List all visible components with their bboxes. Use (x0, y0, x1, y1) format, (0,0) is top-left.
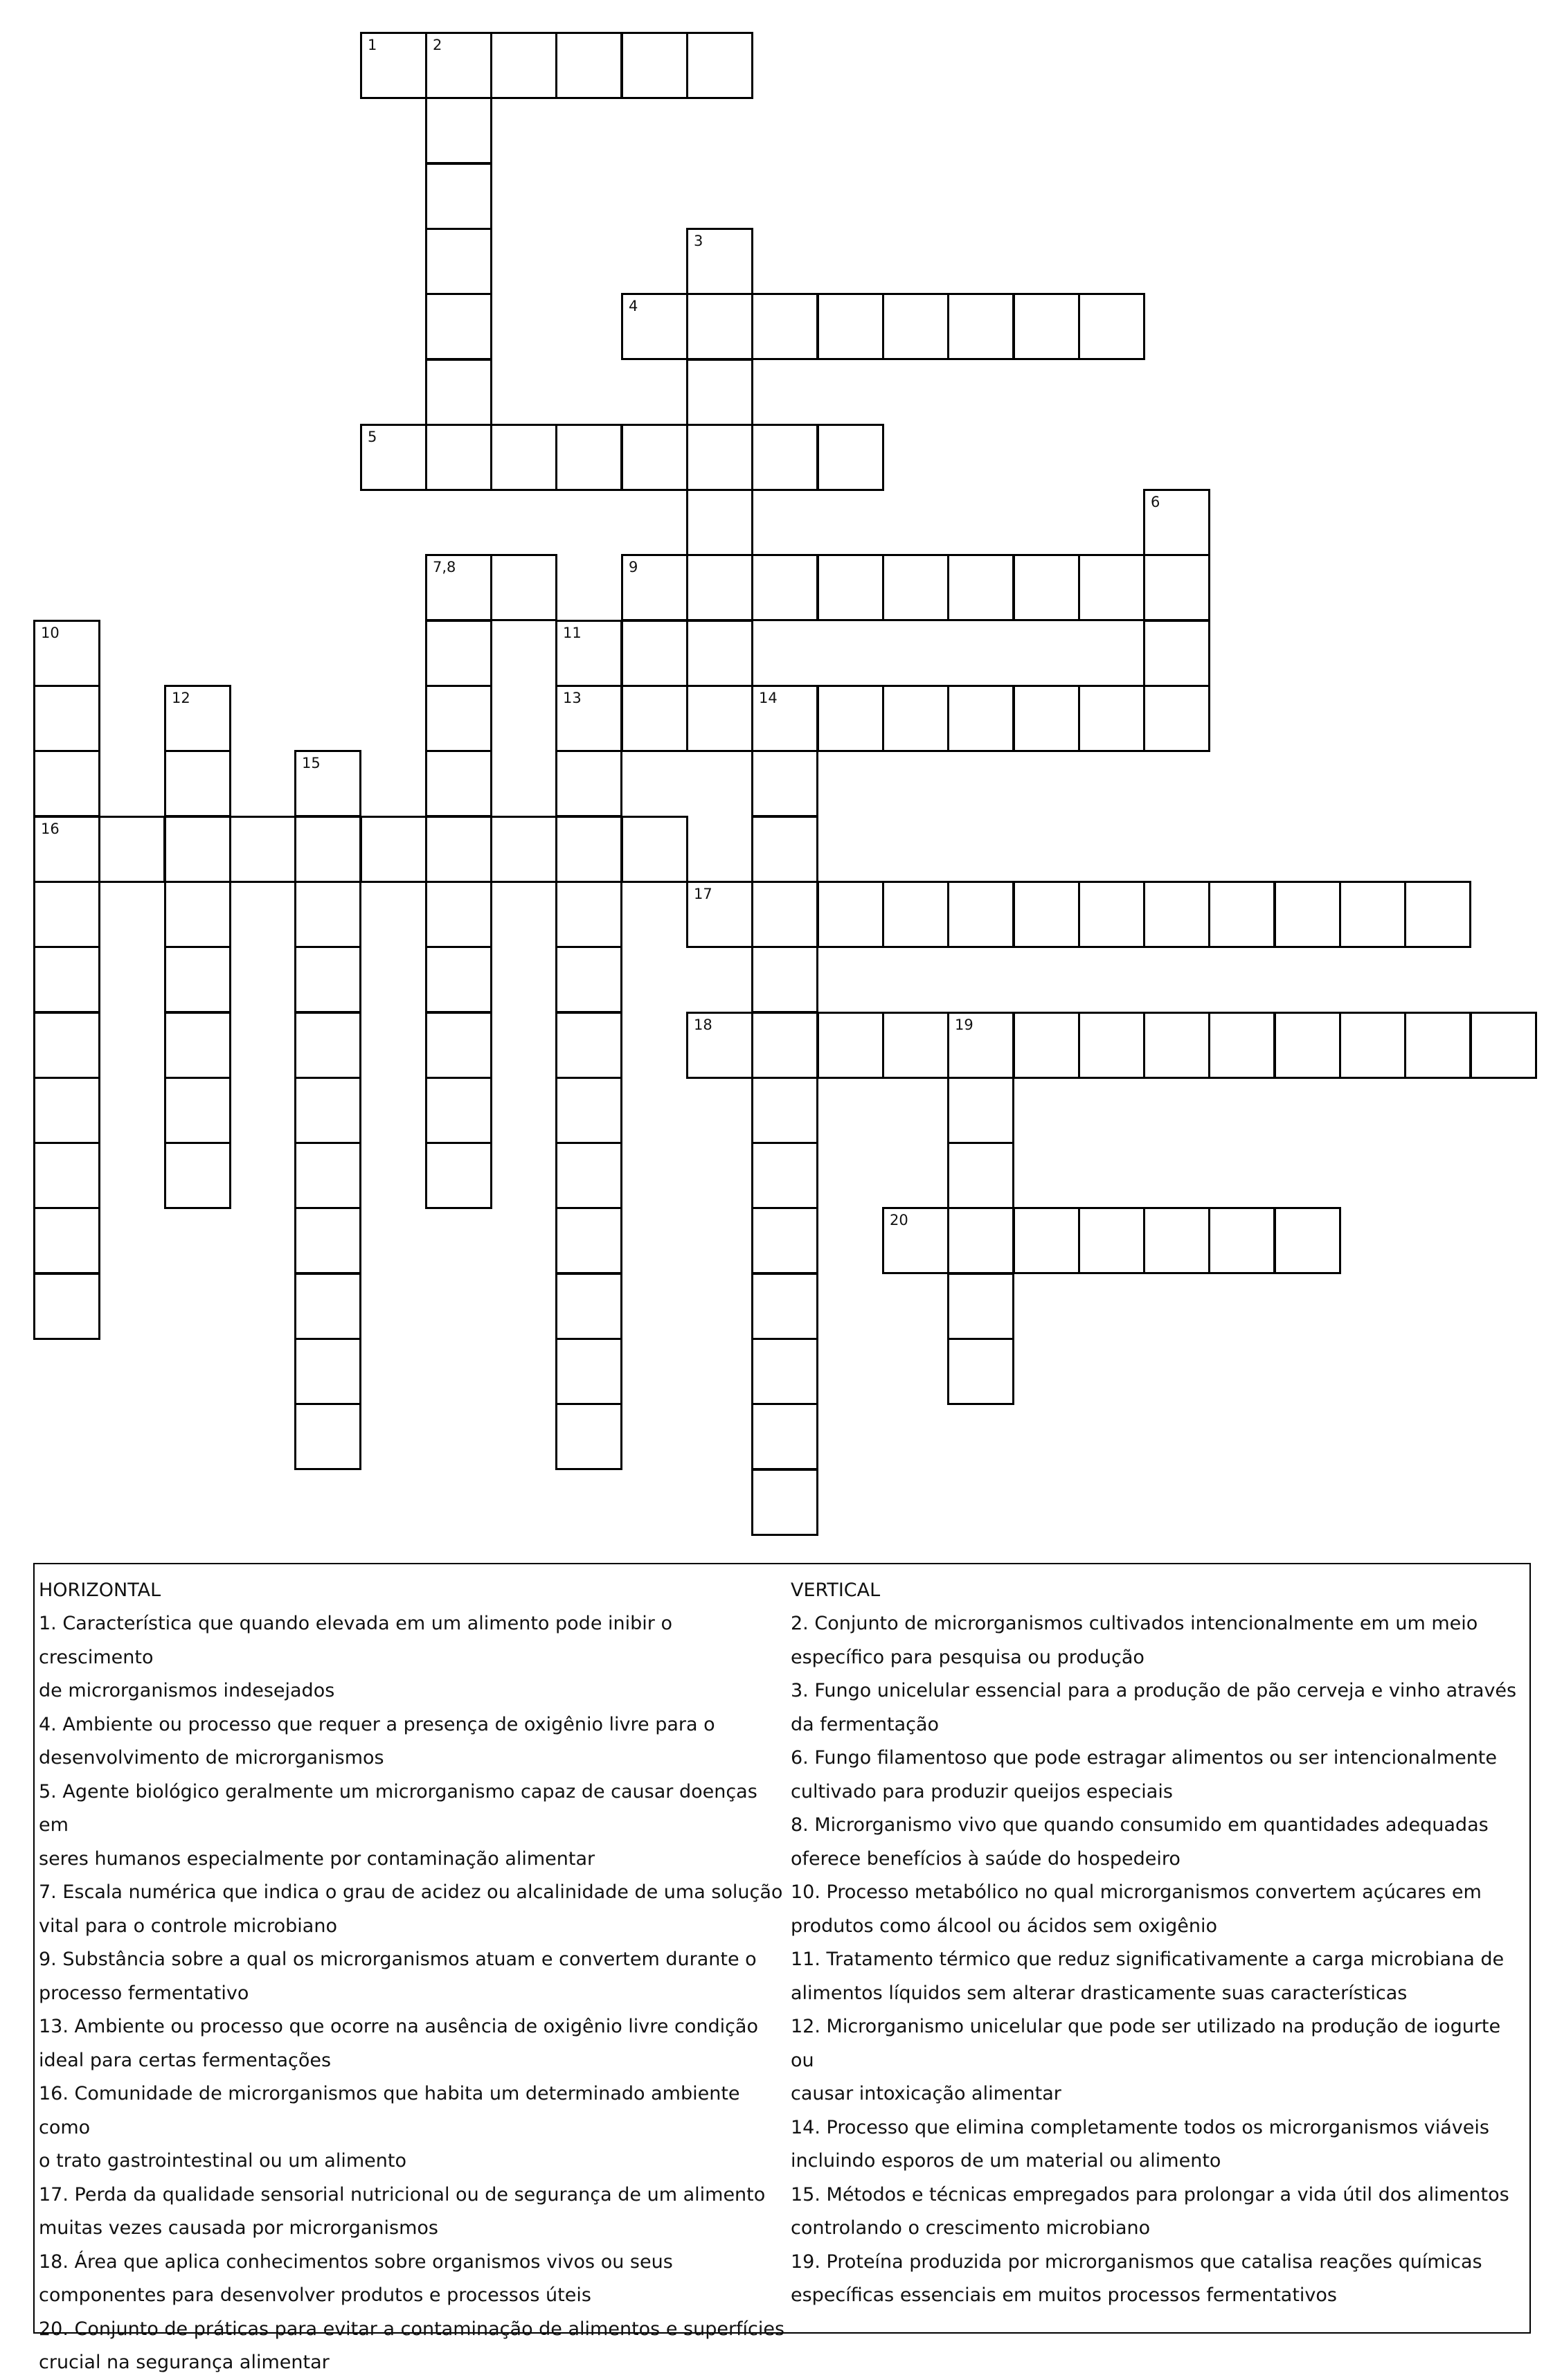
grid-cell[interactable] (751, 1142, 818, 1209)
grid-cell[interactable] (686, 424, 753, 491)
clue-v14-line2: incluindo esporos de um material ou alimento (791, 2150, 1221, 2172)
grid-cell[interactable] (294, 1207, 361, 1274)
clue-v19-line2: específicas essenciais em muitos processos fermentativos (791, 2284, 1337, 2306)
grid-cell[interactable] (1078, 293, 1145, 360)
clue-v3-line1: 3. Fungo unicelular essencial para a produção de pão cerveja e vinho através (791, 1680, 1517, 1701)
clue-number: 4 (629, 298, 638, 314)
clue-number: 12 (172, 690, 190, 706)
grid-cell[interactable] (425, 32, 492, 99)
clue-h4-line1: 4. Ambiente ou processo que requer a presença de oxigênio livre para o (39, 1713, 715, 1735)
grid-cell[interactable] (947, 881, 1014, 948)
grid-cell[interactable] (555, 816, 622, 883)
grid-cell[interactable] (294, 1077, 361, 1144)
grid-cell[interactable] (294, 816, 361, 883)
grid-cell[interactable] (686, 228, 753, 295)
grid-cell[interactable] (621, 424, 688, 491)
grid-cell[interactable] (425, 1077, 492, 1144)
grid-cell[interactable] (621, 554, 688, 621)
grid-cell[interactable] (686, 554, 753, 621)
grid-cell[interactable] (686, 489, 753, 556)
grid-cell[interactable] (817, 685, 884, 752)
clue-h13-line1: 13. Ambiente ou processo que ocorre na ausência de oxigênio livre condição (39, 2016, 758, 2037)
grid-cell[interactable] (751, 946, 818, 1013)
grid-cell[interactable] (164, 881, 231, 948)
clue-number: 3 (694, 233, 703, 249)
grid-cell[interactable] (882, 881, 949, 948)
grid-cell[interactable] (33, 1142, 100, 1209)
grid-cell[interactable] (425, 1012, 492, 1079)
clue-number: 6 (1151, 494, 1160, 510)
grid-cell[interactable] (621, 293, 688, 360)
grid-cell[interactable] (555, 424, 622, 491)
grid-cell[interactable] (751, 293, 818, 360)
grid-cell[interactable] (1078, 881, 1145, 948)
grid-cell[interactable] (555, 620, 622, 687)
grid-cell[interactable] (1274, 1012, 1341, 1079)
clue-number: 17 (694, 886, 712, 902)
grid-cell[interactable] (947, 1273, 1014, 1340)
grid-cell[interactable] (425, 359, 492, 426)
clue-number: 11 (563, 625, 582, 641)
clue-number: 1 (368, 37, 377, 53)
grid-cell[interactable] (947, 1207, 1014, 1274)
clue-number: 14 (759, 690, 778, 706)
grid-cell[interactable] (555, 1142, 622, 1209)
grid-cell[interactable] (555, 1403, 622, 1470)
grid-cell[interactable] (33, 750, 100, 817)
grid-cell[interactable] (490, 424, 557, 491)
grid-cell[interactable] (490, 554, 557, 621)
clue-h17-line2: muitas vezes causada por microrganismos (39, 2217, 438, 2239)
grid-cell[interactable] (1274, 881, 1341, 948)
grid-cell[interactable] (1143, 685, 1210, 752)
grid-cell[interactable] (555, 685, 622, 752)
clue-h20-line2: crucial na segurança alimentar (39, 2352, 330, 2373)
grid-cell[interactable] (621, 32, 688, 99)
grid-cell[interactable] (490, 32, 557, 99)
grid-cell[interactable] (947, 554, 1014, 621)
grid-cell[interactable] (751, 1207, 818, 1274)
clue-h17-line1: 17. Perda da qualidade sensorial nutricional ou de segurança de um alimento (39, 2183, 766, 2205)
grid-cell[interactable] (1078, 554, 1145, 621)
grid-cell[interactable] (425, 1142, 492, 1209)
grid-cell[interactable] (1013, 1012, 1080, 1079)
grid-cell[interactable] (1013, 685, 1080, 752)
grid-cell[interactable] (33, 1012, 100, 1079)
grid-cell[interactable] (1470, 1012, 1537, 1079)
grid-cell[interactable] (1208, 881, 1275, 948)
grid-cell[interactable] (1078, 1012, 1145, 1079)
grid-cell[interactable] (817, 554, 884, 621)
clue-h13-line2: ideal para certas fermentações (39, 2049, 332, 2071)
grid-cell[interactable] (751, 1273, 818, 1340)
clue-v10-line2: produtos como álcool ou ácidos sem oxigênio (791, 1915, 1217, 1937)
clue-h1-line2: de microrganismos indesejados (39, 1680, 335, 1701)
grid-cell[interactable] (360, 816, 427, 883)
grid-cell[interactable] (947, 1338, 1014, 1405)
clue-v6-line1: 6. Fungo filamentoso que pode estragar alimentos ou ser intencionalmente (791, 1747, 1498, 1769)
horizontal-heading: HORIZONTAL (39, 1580, 161, 1601)
clue-v12-line2: causar intoxicação alimentar (791, 2083, 1061, 2104)
grid-cell[interactable] (1208, 1207, 1275, 1274)
grid-cell[interactable] (360, 32, 427, 99)
grid-cell[interactable] (621, 685, 688, 752)
grid-cell[interactable] (490, 816, 557, 883)
grid-cell[interactable] (882, 293, 949, 360)
clue-number: 7,8 (433, 559, 456, 575)
grid-cell[interactable] (1013, 881, 1080, 948)
horizontal-clues (39, 1574, 787, 2380)
grid-cell[interactable] (98, 816, 165, 883)
clue-h9-line1: 9. Substância sobre a qual os microrganismos atuam e convertem durante o (39, 1949, 757, 1970)
grid-cell[interactable] (229, 816, 296, 883)
grid-cell[interactable] (947, 1142, 1014, 1209)
grid-cell[interactable] (555, 1207, 622, 1274)
grid-cell[interactable] (294, 1012, 361, 1079)
grid-cell[interactable] (751, 554, 818, 621)
grid-cell[interactable] (555, 750, 622, 817)
grid-cell[interactable] (360, 424, 427, 491)
grid-cell[interactable] (425, 750, 492, 817)
clue-v8-line1: 8. Microrganismo vivo que quando consumido em quantidades adequadas (791, 1814, 1489, 1836)
grid-cell[interactable] (425, 685, 492, 752)
grid-cell[interactable] (425, 424, 492, 491)
clue-v10-line1: 10. Processo metabólico no qual microrganismos convertem açúcares em (791, 1881, 1482, 1903)
clue-h7-line1: 7. Escala numérica que indica o grau de acidez ou alcalinidade de uma solução (39, 1881, 783, 1903)
grid-cell[interactable] (1143, 1012, 1210, 1079)
grid-cell[interactable] (1208, 1012, 1275, 1079)
clue-h16-line2: o trato gastrointestinal ou um alimento (39, 2150, 406, 2172)
grid-cell[interactable] (33, 881, 100, 948)
grid-cell[interactable] (425, 620, 492, 687)
grid-cell[interactable] (33, 620, 100, 687)
vertical-heading: VERTICAL (791, 1580, 881, 1601)
grid-cell[interactable] (555, 1012, 622, 1079)
grid-cell[interactable] (1274, 1207, 1341, 1274)
grid-cell[interactable] (164, 1012, 231, 1079)
grid-cell[interactable] (751, 1403, 818, 1470)
clue-v12-line1: 12. Microrganismo unicelular que pode ser utilizado na produção de iogurte ou (791, 2016, 1501, 2071)
grid-cell[interactable] (947, 1012, 1014, 1079)
grid-cell[interactable] (164, 946, 231, 1013)
grid-cell[interactable] (947, 685, 1014, 752)
grid-cell[interactable] (751, 1338, 818, 1405)
grid-cell[interactable] (425, 881, 492, 948)
grid-cell[interactable] (751, 685, 818, 752)
grid-cell[interactable] (1143, 620, 1210, 687)
grid-cell[interactable] (1339, 881, 1406, 948)
grid-cell[interactable] (294, 1338, 361, 1405)
grid-cell[interactable] (164, 1142, 231, 1209)
clue-v15-line1: 15. Métodos e técnicas empregados para prolongar a vida útil dos alimentos (791, 2183, 1509, 2205)
grid-cell[interactable] (686, 685, 753, 752)
clue-v15-line2: controlando o crescimento microbiano (791, 2217, 1151, 2239)
grid-cell[interactable] (751, 424, 818, 491)
grid-cell[interactable] (425, 97, 492, 164)
grid-cell[interactable] (555, 946, 622, 1013)
grid-cell[interactable] (751, 1469, 818, 1536)
grid-cell[interactable] (751, 1077, 818, 1144)
clue-v8-line2: oferece benefícios à saúde do hospedeiro (791, 1847, 1181, 1870)
grid-cell[interactable] (1013, 1207, 1080, 1274)
grid-cell[interactable] (425, 228, 492, 295)
grid-cell[interactable] (1143, 489, 1210, 556)
grid-cell[interactable] (555, 1077, 622, 1144)
grid-cell[interactable] (817, 881, 884, 948)
grid-cell[interactable] (294, 1403, 361, 1470)
grid-cell[interactable] (425, 293, 492, 360)
grid-cell[interactable] (1013, 293, 1080, 360)
grid-cell[interactable] (1143, 881, 1210, 948)
grid-cell[interactable] (686, 620, 753, 687)
grid-cell[interactable] (751, 1012, 818, 1079)
grid-cell[interactable] (555, 1273, 622, 1340)
grid-cell[interactable] (751, 750, 818, 817)
clue-box (33, 1563, 1531, 2373)
grid-cell[interactable] (686, 881, 753, 948)
clue-h5-line2: seres humanos especialmente por contaminação alimentar (39, 1847, 595, 1870)
grid-cell[interactable] (164, 750, 231, 817)
clue-h5-line1: 5. Agente biológico geralmente um microrganismo capaz de causar doenças em (39, 1780, 757, 1836)
clue-number: 18 (694, 1017, 712, 1033)
grid-cell[interactable] (33, 816, 100, 883)
clue-v11-line1: 11. Tratamento térmico que reduz significativamente a carga microbiana de (791, 1949, 1505, 1970)
grid-cell[interactable] (882, 1207, 949, 1274)
grid-cell[interactable] (1339, 1012, 1406, 1079)
grid-cell[interactable] (947, 1077, 1014, 1144)
clue-h16-line1: 16. Comunidade de microrganismos que habita um determinado ambiente como (39, 2083, 740, 2138)
grid-cell[interactable] (621, 620, 688, 687)
grid-cell[interactable] (817, 424, 884, 491)
grid-cell[interactable] (686, 32, 753, 99)
grid-cell[interactable] (686, 1012, 753, 1079)
grid-cell[interactable] (555, 1338, 622, 1405)
clue-h9-line2: processo fermentativo (39, 1982, 249, 2004)
grid-cell[interactable] (1404, 881, 1471, 948)
clue-number: 19 (955, 1017, 973, 1033)
clue-number: 9 (629, 559, 638, 575)
clue-h20-line1: 20. Conjunto de práticas para evitar a contaminação de alimentos e superfícies (39, 2318, 785, 2340)
clue-number: 13 (563, 690, 582, 706)
clue-v19-line1: 19. Proteína produzida por microrganismos que catalisa reações químicas (791, 2251, 1482, 2273)
grid-cell[interactable] (686, 293, 753, 360)
grid-cell[interactable] (425, 816, 492, 883)
clue-v2-line2: específico para pesquisa ou produção (791, 1646, 1144, 1668)
grid-cell[interactable] (294, 881, 361, 948)
grid-cell[interactable] (882, 685, 949, 752)
grid-cell[interactable] (751, 881, 818, 948)
grid-cell[interactable] (817, 293, 884, 360)
grid-cell[interactable] (817, 1012, 884, 1079)
clue-h1-line1: 1. Característica que quando elevada em um alimento pode inibir o crescimento (39, 1613, 672, 1668)
grid-cell[interactable] (164, 1077, 231, 1144)
grid-cell[interactable] (164, 685, 231, 752)
clue-h4-line2: desenvolvimento de microrganismos (39, 1747, 384, 1769)
grid-cell[interactable] (294, 1273, 361, 1340)
grid-cell[interactable] (425, 946, 492, 1013)
grid-cell[interactable] (294, 750, 361, 817)
clue-number: 15 (302, 755, 321, 771)
grid-cell[interactable] (1078, 1207, 1145, 1274)
grid-cell[interactable] (882, 1012, 949, 1079)
clue-h7-line2: vital para o controle microbiano (39, 1915, 337, 1937)
grid-cell[interactable] (555, 32, 622, 99)
grid-cell[interactable] (621, 816, 688, 883)
grid-cell[interactable] (882, 554, 949, 621)
grid-cell[interactable] (33, 1207, 100, 1274)
grid-cell[interactable] (947, 293, 1014, 360)
clue-v11-line2: alimentos líquidos sem alterar drasticamente suas características (791, 1982, 1408, 2004)
grid-cell[interactable] (686, 359, 753, 426)
grid-cell[interactable] (294, 946, 361, 1013)
grid-cell[interactable] (33, 685, 100, 752)
clue-number: 5 (368, 429, 377, 445)
grid-cell[interactable] (425, 163, 492, 230)
clue-v2-line1: 2. Conjunto de microrganismos cultivados intencionalmente em um meio (791, 1613, 1478, 1634)
grid-cell[interactable] (33, 1273, 100, 1340)
clue-v6-line2: cultivado para produzir queijos especiais (791, 1780, 1173, 1802)
grid-cell[interactable] (1078, 685, 1145, 752)
grid-cell[interactable] (1013, 554, 1080, 621)
grid-cell[interactable] (33, 1077, 100, 1144)
vertical-clues (791, 1574, 1529, 2313)
clue-number: 10 (41, 625, 60, 641)
clue-v14-line1: 14. Processo que elimina completamente todos os microrganismos viáveis (791, 2116, 1489, 2138)
grid-cell[interactable] (294, 1142, 361, 1209)
clue-h18-line1: 18. Área que aplica conhecimentos sobre organismos vivos ou seus (39, 2251, 673, 2273)
grid-cell[interactable] (751, 816, 818, 883)
grid-cell[interactable] (164, 816, 231, 883)
grid-cell[interactable] (555, 881, 622, 948)
grid-cell[interactable] (33, 946, 100, 1013)
clue-number: 20 (890, 1212, 908, 1228)
clue-number: 16 (41, 821, 60, 837)
grid-cell[interactable] (1143, 554, 1210, 621)
grid-cell[interactable] (1143, 1207, 1210, 1274)
grid-cell[interactable] (425, 554, 492, 621)
clue-number: 2 (433, 37, 442, 53)
grid-cell[interactable] (1404, 1012, 1471, 1079)
clue-h18-line2: componentes para desenvolver produtos e processos úteis (39, 2284, 591, 2306)
clue-v3-line2: da fermentação (791, 1713, 940, 1735)
